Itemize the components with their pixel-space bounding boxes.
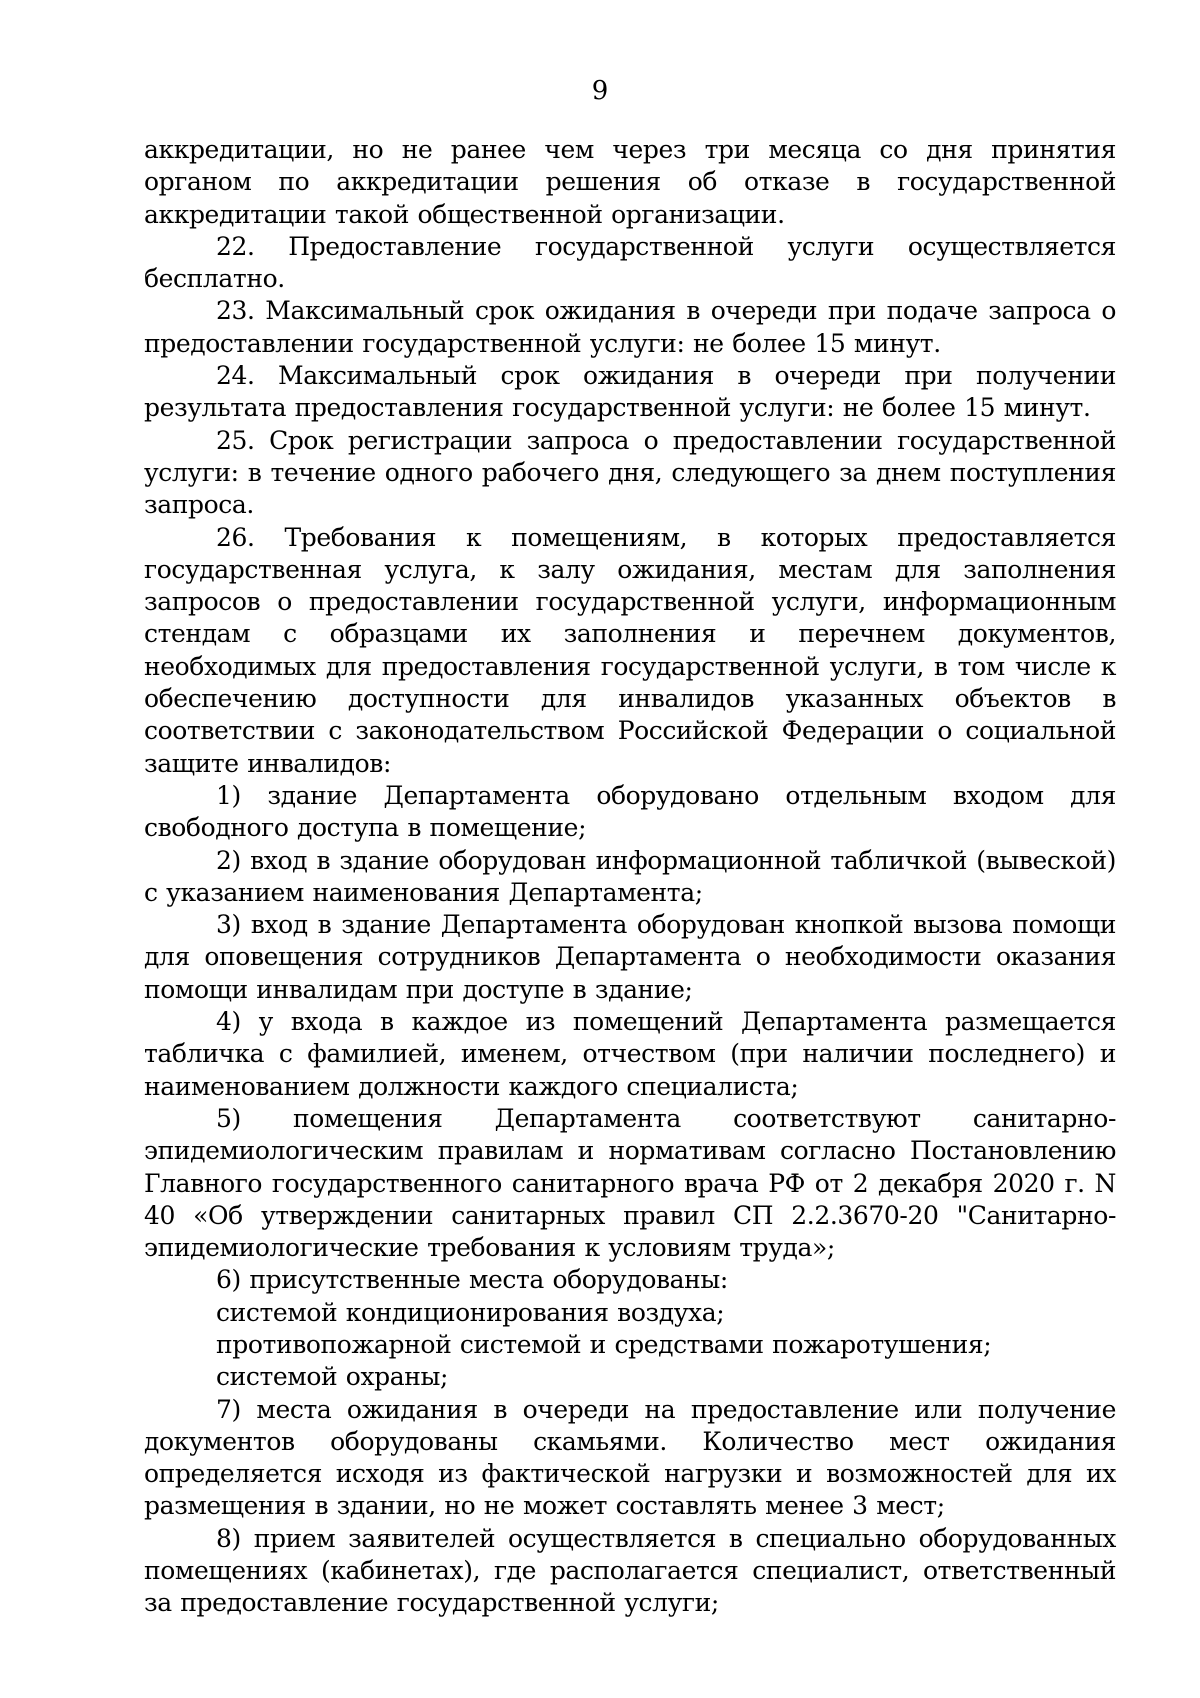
list-item-2: 2) вход в здание оборудован информационной табличкой (вывеской) с указанием наименования Департамента; [144,845,1116,907]
document-body [144,134,1116,1620]
paragraph-23: 23. Максимальный срок ожидания в очереди при подаче запроса о предоставлении государственной услуги: не более 15 минут. [144,296,1116,358]
list-item-3: 3) вход в здание Департамента оборудован кнопкой вызова помощи для оповещения сотрудников Департамента о необходимости оказания помощи инвалидам при доступе в здание; [144,910,1116,1004]
list-item-6-sub-3: системой охраны; [216,1362,449,1392]
list-item-8: 8) прием заявителей осуществляется в специально оборудованных помещениях (кабинетах), где располагается специалист, ответственный за предоставление государственной услуги; [144,1523,1116,1618]
list-item-7: 7) места ожидания в очереди на предоставление или получение документов оборудованы скамьями. Количество мест ожидания определяется исходя из фактической нагрузки и возможностей для их размещения в здании, но не может составлять менее 3 мест; [144,1394,1116,1521]
page-number: 9 [591,76,609,106]
list-item-6-sub-2: противопожарной системой и средствами пожаротушения; [216,1329,992,1359]
list-item-6-sub-1: системой кондиционирования воздуха; [216,1297,725,1327]
paragraph-22: 22. Предоставление государственной услуги осуществляется бесплатно. [144,231,1116,294]
list-item-6: 6) присутственные места оборудованы: [216,1265,728,1295]
paragraph-continuation: аккредитации, но не ранее чем через три месяца со дня принятия органом по аккредитации решения об отказе в государственной аккредитации такой общественной организации. [144,135,1116,229]
paragraph-25: 25. Срок регистрации запроса о предоставлении государственной услуги: в течение одного рабочего дня, следующего за днем поступления запроса. [144,425,1116,520]
list-item-4: 4) у входа в каждое из помещений Департамента размещается табличка с фамилией, именем, отчеством (при наличии последнего) и наименованием должности каждого специалиста; [144,1007,1116,1101]
list-item-5: 5) помещения Департамента соответствуют санитарно-эпидемиологическим правилам и нормативам согласно Постановлению Главного государственного санитарного врача РФ от 2 декабря 2020 г. N 40 «Об утверждении санитарных правил СП 2.2.3670-20 "Санитарно-эпидемиологические требования к условиям труда»; [144,1103,1116,1263]
paragraph-24: 24. Максимальный срок ожидания в очереди при получении результата предоставления государственной услуги: не более 15 минут. [144,361,1116,423]
list-item-1: 1) здание Департамента оборудовано отдельным входом для свободного доступа в помещение; [144,780,1116,843]
paragraph-26: 26. Требования к помещениям, в которых предоставляется государственная услуга, к залу ожидания, местам для заполнения запросов о предоставлении государственной услуги, информационным стендам с образцами их заполнения и перечнем документов, необходимых для предоставления государственной услуги, в том числе к обеспечению доступности для инвалидов указанных объектов в соответствии с законодательством Российской Федерации о социальной защите инвалидов: [144,522,1116,778]
